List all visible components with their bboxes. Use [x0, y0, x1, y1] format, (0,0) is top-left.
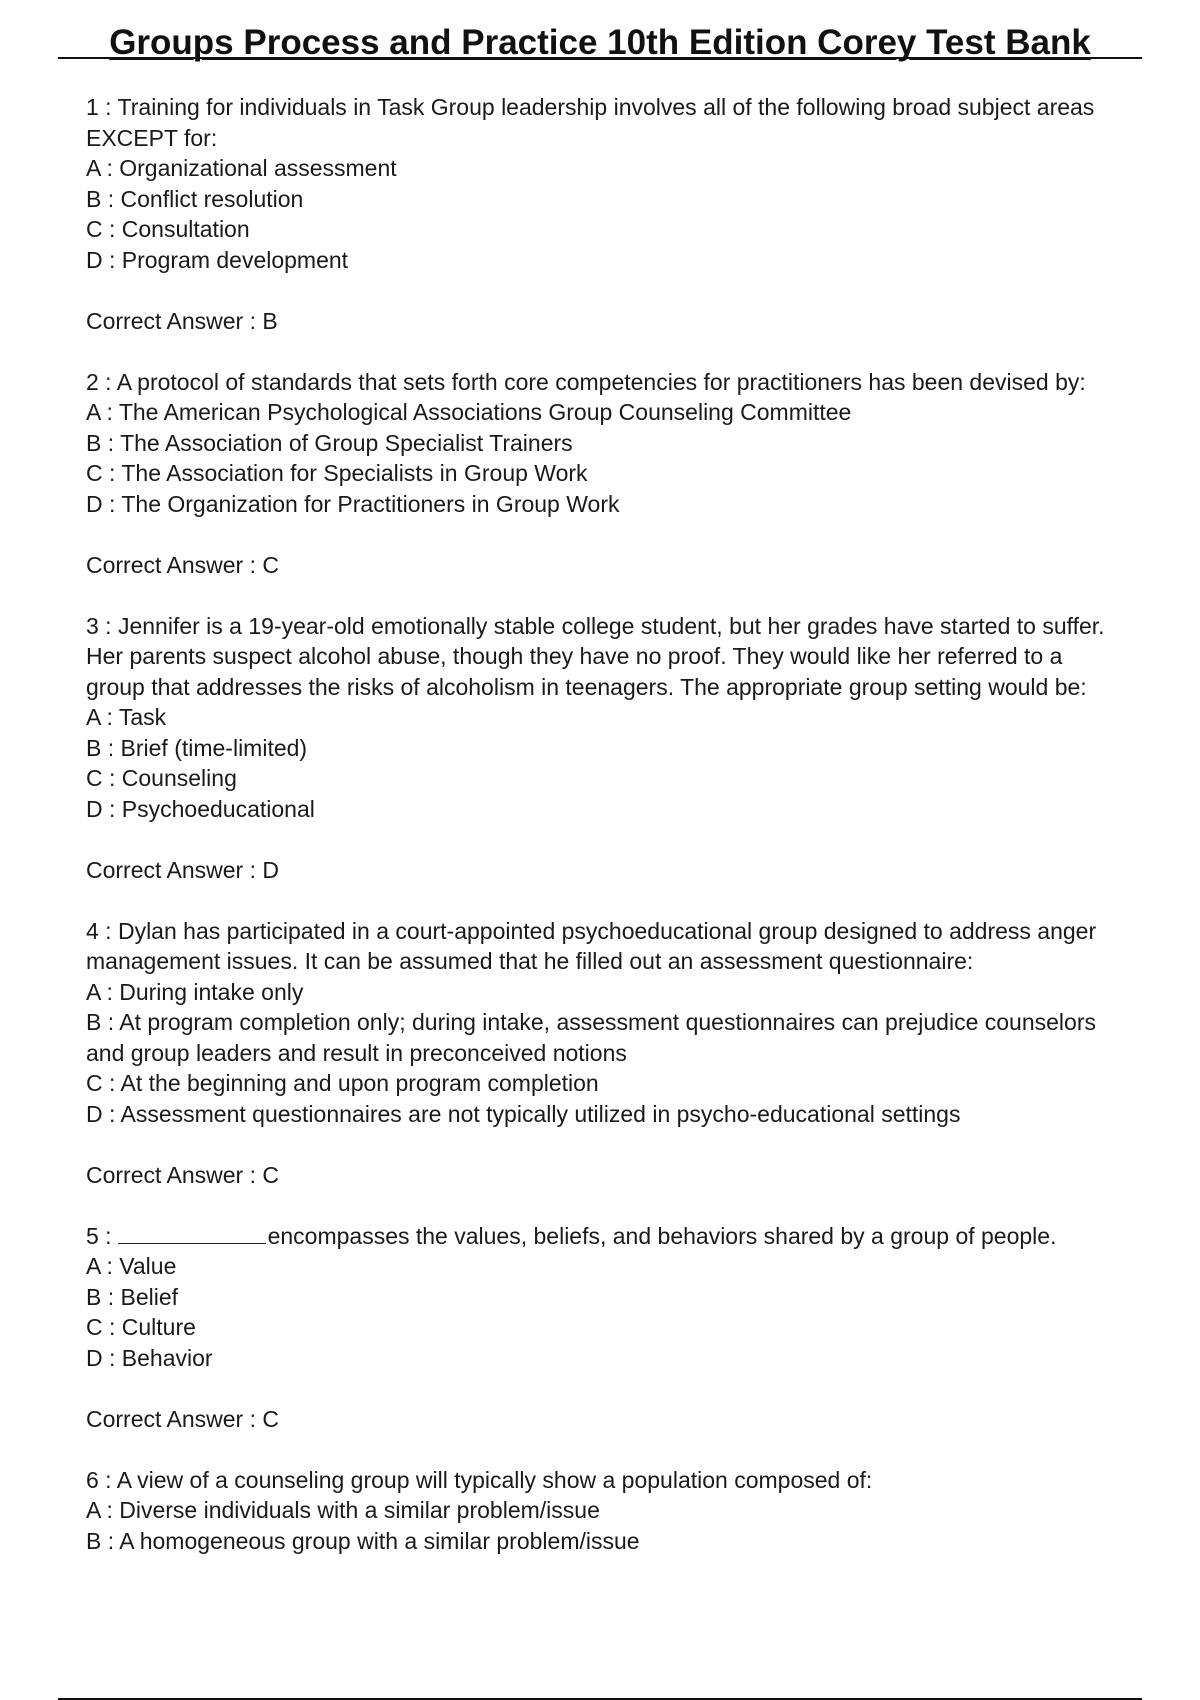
question-prompt: [86, 1221, 1116, 1252]
option-c: C : Culture: [86, 1314, 196, 1340]
option-b: B : Belief: [86, 1283, 179, 1310]
question-prompt: 4 : Dylan has participated in a court-appointed psychoeducational group designed to address anger management issues. It can be assumed that he filled out an assessment questionnaire:: [86, 917, 1097, 974]
question-number: 5 :: [86, 1222, 112, 1249]
option-d: D : Psychoeducational: [86, 795, 315, 822]
option-c: C : The Association for Specialists in Group Work: [86, 460, 588, 486]
question-list: [86, 92, 1116, 1587]
question-5: [86, 1221, 1116, 1435]
correct-answer: Correct Answer : D: [86, 856, 279, 883]
header-divider: [58, 57, 1142, 59]
option-a: A : Value: [86, 1253, 177, 1279]
question-prompt: 2 : A protocol of standards that sets forth core competencies for practitioners has been devised by:: [86, 368, 1086, 395]
option-c: C : At the beginning and upon program completion: [86, 1070, 599, 1096]
correct-answer: Correct Answer : B: [86, 307, 278, 334]
option-a: A : Organizational assessment: [86, 155, 397, 181]
question-6: [86, 1465, 1116, 1557]
page-header: [58, 18, 1142, 68]
option-a: A : Diverse individuals with a similar problem/issue: [86, 1497, 600, 1523]
option-c: C : Consultation: [86, 216, 250, 242]
option-c: C : Counseling: [86, 765, 237, 791]
question-1: [86, 92, 1116, 336]
option-a: A : The American Psychological Associations Group Counseling Committee: [86, 399, 852, 425]
correct-answer: Correct Answer : C: [86, 1161, 279, 1188]
option-b: B : Brief (time-limited): [86, 734, 308, 761]
option-d: D : The Organization for Practitioners in Group Work: [86, 490, 620, 517]
option-b: B : Conflict resolution: [86, 185, 304, 212]
option-a: A : During intake only: [86, 978, 304, 1005]
question-2: [86, 367, 1116, 581]
correct-answer: Correct Answer : C: [86, 551, 279, 578]
correct-answer: Correct Answer : C: [86, 1405, 279, 1432]
option-b: B : At program completion only; during intake, assessment questionnaires can prejudice counselors and group leaders and result in preconceived notions: [86, 1009, 1096, 1066]
option-d: D : Assessment questionnaires are not typically utilized in psycho-educational settings: [86, 1100, 961, 1127]
question-4: [86, 916, 1116, 1191]
option-d: D : Program development: [86, 246, 349, 273]
fill-in-blank: [118, 1221, 266, 1244]
question-prompt-text: encompasses the values, beliefs, and behaviors shared by a group of people.: [267, 1222, 1057, 1249]
option-b: B : The Association of Group Specialist Trainers: [86, 429, 573, 456]
question-prompt: 1 : Training for individuals in Task Group leadership involves all of the following broad subject areas EXCEPT for:: [86, 94, 1095, 151]
question-prompt: 3 : Jennifer is a 19-year-old emotionally stable college student, but her grades have started to suffer. Her parents suspect alcohol abuse, though they have no proof. They would like her referred to a group that addresses the risks of alcoholism in teenagers. The appropriate group setting would be:: [86, 612, 1105, 700]
option-d: D : Behavior: [86, 1344, 213, 1371]
document-title: Groups Process and Practice 10th Edition Corey Test Bank: [109, 23, 1091, 62]
option-a: A : Task: [86, 704, 167, 730]
question-3: [86, 611, 1116, 886]
option-b: B : A homogeneous group with a similar problem/issue: [86, 1527, 640, 1554]
question-prompt: 6 : A view of a counseling group will typically show a population composed of:: [86, 1466, 873, 1493]
